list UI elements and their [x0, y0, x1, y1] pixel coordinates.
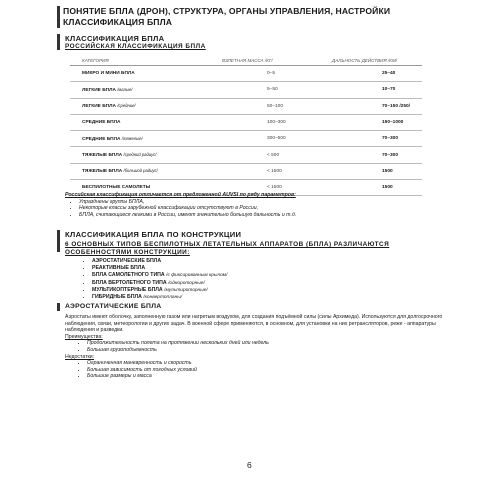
page-number: 6 — [247, 460, 252, 470]
list-item: • Большая зависимость от погодных условий — [87, 367, 445, 374]
aerostatic-section — [65, 302, 465, 311]
category-cell — [70, 66, 222, 82]
aerostatic-body — [65, 311, 445, 380]
table-row — [70, 114, 422, 130]
category-note: /средний радиус/ — [123, 152, 157, 158]
mass-cell: < 1500 — [222, 180, 332, 196]
list-item — [92, 258, 227, 265]
list-item: • Упразднены группы БПЛА, — [79, 199, 296, 206]
section-accent-bar — [57, 230, 60, 252]
range-cell: 10–70 — [332, 82, 422, 98]
list-item: • Большие размеры и масса — [87, 373, 445, 380]
column-header: ДАЛЬНОСТЬ ДЕЙСТВИЯ /КМ/ — [332, 57, 422, 66]
section-accent-bar — [57, 34, 60, 50]
range-cell: 1500 — [332, 180, 422, 196]
table-row — [70, 147, 422, 163]
list-item: • Некоторые классы зарубежной классификации отсутствуют в России, — [79, 205, 296, 212]
type-note: /с фиксированным крылом/ — [166, 273, 228, 279]
category-name: ТЯЖЕЛЫЕ БПЛА — [82, 153, 123, 159]
list-item — [92, 265, 227, 272]
type-note: /однороторные/ — [168, 280, 205, 286]
table-row — [70, 163, 422, 179]
category-cell — [70, 131, 222, 147]
section-accent-bar — [57, 303, 60, 311]
note-title: Российская классификация отличается от предложенной AUVSI по ряду параметров: — [65, 192, 296, 198]
type-name: ГИБРИДНЫЕ БПЛА — [92, 294, 142, 301]
table-row — [70, 82, 422, 98]
classification-heading: КЛАССИФИКАЦИЯ БПЛА — [65, 34, 165, 43]
construction-intro-line2: ОСОБЕННОСТЯМИ КОНСТРУКЦИИ: — [65, 249, 190, 256]
note-list — [65, 199, 296, 219]
list-item — [92, 280, 227, 287]
range-cell: 150–1000 — [332, 114, 422, 130]
category-note: /тяжелые/ — [121, 135, 143, 141]
classification-table — [70, 57, 422, 196]
range-cell: 70–300 — [332, 131, 422, 147]
construction-types-list — [82, 258, 227, 301]
category-name: ТЯЖЕЛЫЕ БПЛА — [82, 169, 123, 175]
range-cell: 70–300 — [332, 147, 422, 163]
type-note: /мультироторные/ — [164, 287, 208, 293]
list-item: • Ограниченная маневренность и скорость — [87, 360, 445, 367]
construction-intro-line1: 6 ОСНОВНЫХ ТИПОВ БЕСПИЛОТНЫХ ЛЕТАТЕЛЬНЫХ АППАРАТОВ (БПЛА) РАЗЛИЧАЮТСЯ — [65, 241, 390, 248]
table-row — [70, 66, 422, 82]
category-cell — [70, 98, 222, 114]
mass-cell: 300–500 — [222, 131, 332, 147]
range-cell: 70–150 /250/ — [332, 98, 422, 114]
list-item: • БПЛА, считающиеся легкими в России, имеют значительно большую дальность и т.д. — [79, 212, 296, 219]
range-cell: 25–40 — [332, 66, 422, 82]
category-name: МИКРО И МИНИ БПЛА — [82, 71, 135, 77]
category-name: ЛЕГКИЕ БПЛА — [82, 104, 116, 110]
mass-cell: 100–300 — [222, 114, 332, 130]
column-header: КАТЕГОРИЯ — [70, 57, 222, 66]
list-item — [92, 272, 227, 279]
pros-label: Преимущества: — [65, 333, 103, 340]
category-cell — [70, 163, 222, 179]
category-name: СРЕДНИЕ БПЛА — [82, 136, 121, 142]
classification-subheading: РОССИЙСКАЯ КЛАССИФИКАЦИЯ БПЛА — [65, 43, 206, 50]
aerostatic-paragraph: Аэростаты имеют оболочку, заполненную газом или нагретым воздухом, для создания подъёмной силы (силы Архимеда). Используются для долгосрочного наблюдения, связи, метеорологии и других задач. В военной сфере применяются, в основном, для установки на них ретрансляторов, реже - аппаратуры наблюдения и разведки. — [65, 314, 443, 334]
type-name: РЕАКТИВНЫЕ БПЛА — [92, 265, 146, 272]
construction-heading: КЛАССИФИКАЦИЯ БПЛА ПО КОНСТРУКЦИИ — [65, 230, 242, 239]
cons-list — [65, 360, 445, 380]
category-cell — [70, 82, 222, 98]
page-header — [55, 6, 455, 28]
list-item: • Большая грузоподъемность — [87, 347, 445, 354]
cons-label: Недостатки: — [65, 353, 95, 360]
type-name: БПЛА ВЕРТОЛЕТНОГО ТИПА — [92, 279, 167, 286]
table-header-row — [70, 57, 422, 66]
category-note: /большой радиус/ — [123, 168, 158, 174]
column-header: ВЗЛЕТНАЯ МАССА /КГ/ — [222, 57, 332, 66]
category-cell — [70, 114, 222, 130]
list-item: • Продолжительность полета на протяжении нескольких дней или недель — [87, 340, 445, 347]
category-name: СРЕДНИЕ БПЛА — [82, 120, 121, 126]
range-cell: 1500 — [332, 163, 422, 179]
page-title-line2: КЛАССИФИКАЦИЯ БПЛА — [63, 17, 173, 27]
aerostatic-heading: АЭРОСТАТИЧЕСКИЕ БПЛА — [65, 303, 162, 310]
construction-section — [65, 230, 465, 257]
mass-cell: 5–50 — [222, 82, 332, 98]
table-row — [70, 131, 422, 147]
category-note: /малые/ — [117, 86, 133, 92]
page-title-line1: ПОНЯТИЕ БПЛА (ДРОН), СТРУКТУРА, ОРГАНЫ УПРАВЛЕНИЯ, НАСТРОЙКИ — [63, 6, 391, 16]
type-name: БПЛА САМОЛЕТНОГО ТИПА — [92, 272, 165, 279]
type-note: /конвертопланы/ — [143, 295, 183, 301]
classification-section — [65, 34, 465, 51]
list-item — [92, 287, 227, 294]
category-name: БЕСПИЛОТНЫЕ САМОЛЕТЫ — [82, 185, 151, 191]
mass-cell: < 1500 — [222, 163, 332, 179]
classification-note — [65, 192, 296, 218]
list-item — [92, 294, 227, 301]
category-name: ЛЕГКИЕ БПЛА — [82, 87, 116, 93]
mass-cell: 0–5 — [222, 66, 332, 82]
pros-list — [65, 340, 445, 353]
mass-cell: 50–100 — [222, 98, 332, 114]
category-note: /средние/ — [117, 103, 136, 109]
type-name: АЭРОСТАТИЧЕСКИЕ БПЛА — [92, 258, 162, 264]
category-cell — [70, 147, 222, 163]
mass-cell: < 500 — [222, 147, 332, 163]
table-row — [70, 98, 422, 114]
type-name: МУЛЬТИКОПТЕРНЫЕ БПЛА — [92, 286, 163, 293]
